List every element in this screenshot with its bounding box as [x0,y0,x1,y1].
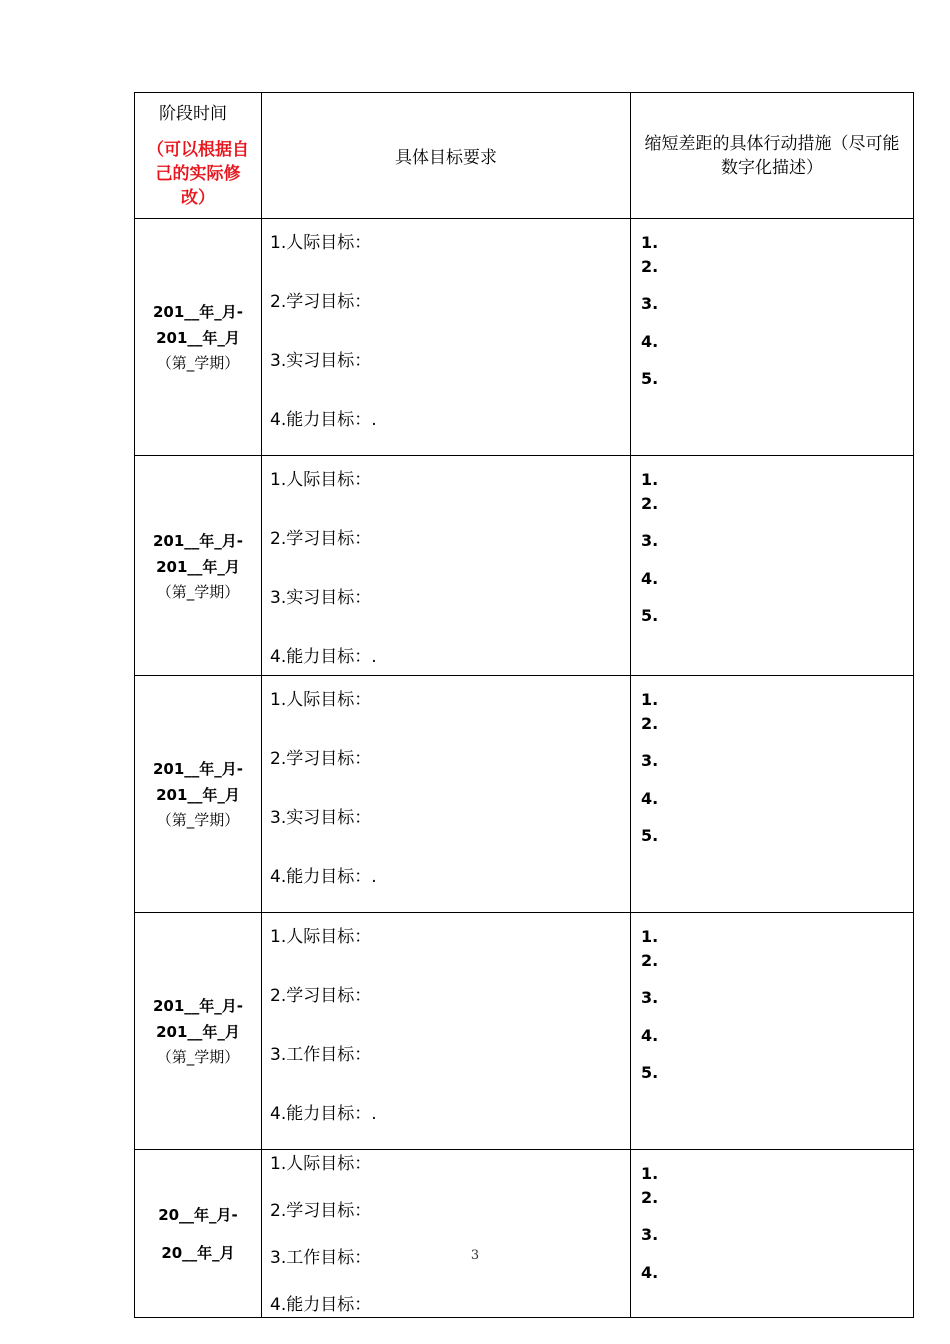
table-row [135,913,914,1150]
period-start: 201__年_月- [152,760,244,778]
action-item: 3. [641,988,659,1007]
period-end: 201__年_月 [156,1023,240,1041]
header-period-title: 阶段时间 [159,103,227,124]
goal-item: 1.人际目标： [270,927,372,947]
actions-cell [631,456,914,676]
period-end: 201__年_月 [156,329,240,347]
goal-item: 1.人际目标： [270,233,372,253]
table-row [135,219,914,456]
period-end: 201__年_月 [156,786,240,804]
goal-item: 4.能力目标：. [270,410,377,430]
action-item: 1. [641,927,659,946]
action-item: 5. [641,1063,659,1082]
period-cell [135,456,262,676]
period-start: 201__年_月- [152,531,244,550]
table-row [135,676,914,913]
goal-item: 3.实习目标： [270,351,372,371]
header-period-note: （可以根据自己的实际修改） [147,139,249,208]
action-item: 3. [641,1225,659,1244]
action-item: 5. [641,606,659,625]
header-row [135,93,914,219]
action-item: 4. [641,788,659,808]
goal-item: 1.人际目标： [270,690,372,710]
goal-item: 2.学习目标： [270,749,372,769]
period-start: 20__年_月- [158,1205,238,1224]
period-end: 20__年_月 [161,1243,235,1262]
period-semester: （第_学期） [156,354,240,372]
action-item: 4. [641,1025,659,1045]
action-item: 3. [641,294,659,313]
goals-cell [262,676,631,913]
action-item: 2. [641,950,659,970]
action-item: 1. [641,690,659,709]
actions-cell [631,219,914,456]
goals-cell [262,456,631,676]
period-start: 201__年_月- [152,303,244,321]
goal-item: 2.学习目标： [270,1201,372,1221]
period-cell [135,219,262,456]
period-cell [135,676,262,913]
period-cell [135,913,262,1150]
action-item: 3. [641,531,659,550]
action-item: 2. [641,1187,659,1207]
table-row [135,456,914,676]
goal-item: 2.学习目标： [270,986,372,1006]
action-item: 2. [641,256,659,276]
table-row [135,1150,914,1318]
goals-cell [262,913,631,1150]
goal-item: 3.工作目标： [270,1248,372,1268]
action-item: 4. [641,568,659,588]
goal-item: 3.实习目标： [270,808,372,828]
period-cell [135,1150,262,1318]
action-item: 5. [641,826,659,845]
action-item: 1. [641,1164,659,1183]
goal-item: 1.人际目标： [270,1154,372,1174]
action-item: 2. [641,713,659,733]
action-item: 4. [641,331,659,351]
goal-item: 1.人际目标： [270,470,372,490]
period-semester: （第_学期） [156,1048,240,1066]
header-goals-cell: 具体目标要求 [262,93,631,219]
goals-cell [262,219,631,456]
goal-item: 4.能力目标：. [270,647,377,667]
period-semester: （第_学期） [156,582,240,601]
header-period-cell [135,93,262,219]
action-item: 4. [641,1262,659,1282]
actions-cell [631,913,914,1150]
period-end: 201__年_月 [156,557,240,576]
goals-cell [262,1150,631,1318]
period-start: 201__年_月- [152,997,244,1015]
action-item: 3. [641,751,659,770]
page-number: 3 [470,1248,480,1263]
action-item: 2. [641,493,659,513]
goal-item: 3.工作目标： [270,1045,372,1065]
goal-item: 4.能力目标：. [270,867,377,887]
goal-item: 4.能力目标：. [270,1104,377,1124]
goal-item: 2.学习目标： [270,292,372,312]
period-semester: （第_学期） [156,811,240,829]
header-actions-cell: 缩短差距的具体行动措施（尽可能数字化描述） [631,93,914,219]
action-item: 1. [641,233,659,252]
actions-cell [631,1150,914,1318]
goal-item: 3.实习目标： [270,588,372,608]
actions-cell [631,676,914,913]
goal-item: 4.能力目标： [270,1295,372,1315]
action-item: 5. [641,369,659,388]
goal-item: 2.学习目标： [270,529,372,549]
action-item: 1. [641,470,659,489]
plan-table [134,92,914,1318]
